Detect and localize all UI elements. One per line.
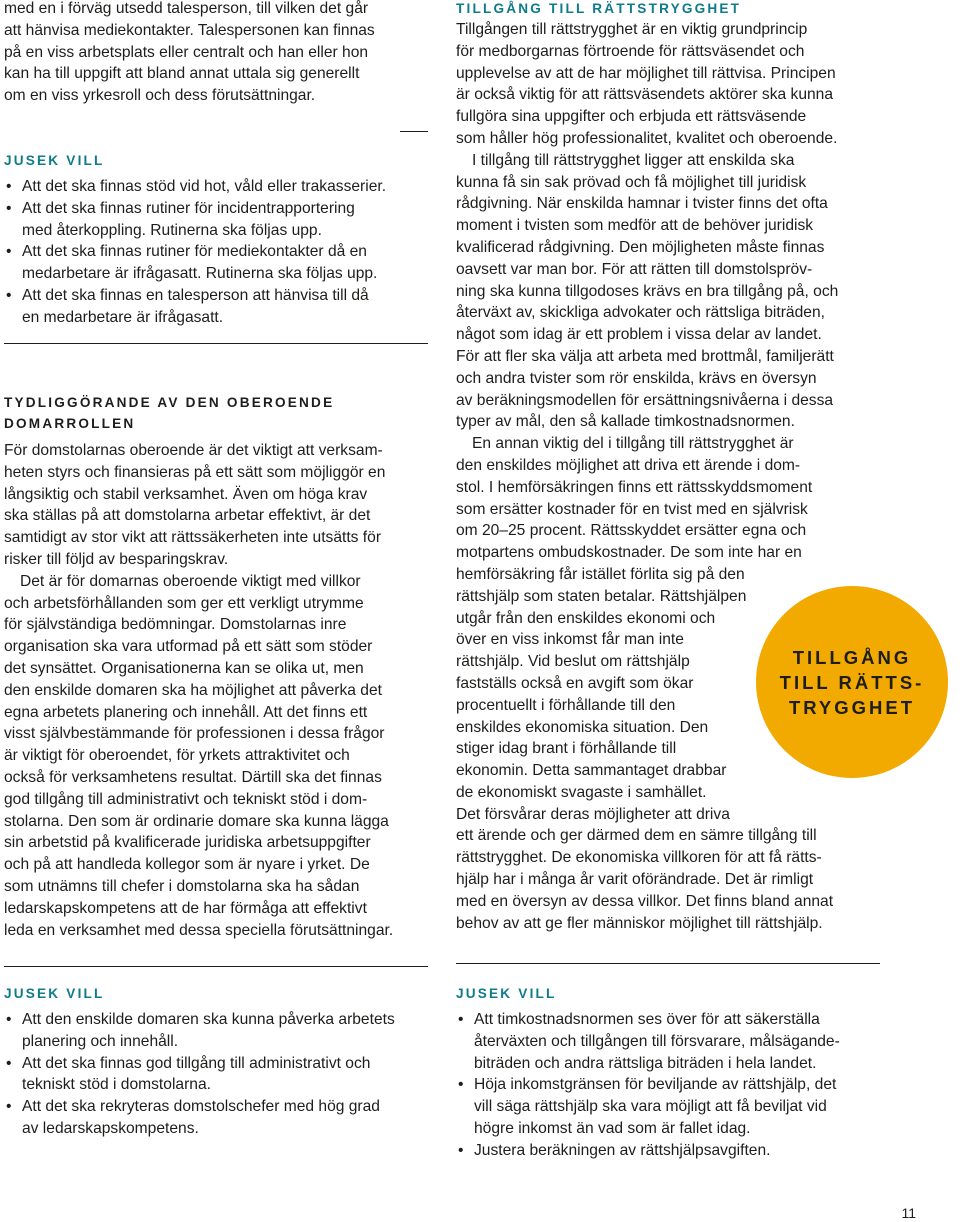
list-item: • Att det ska finnas en talesperson att hänvisa till då en medarbetare är ifrågasatt. — [4, 285, 434, 329]
section-heading-domarrollen: TYDLIGGÖRANDE AV DEN OBEROENDE DOMARROLLEN — [4, 395, 335, 431]
divider-bottom-left — [4, 966, 428, 967]
list-item: • Att det ska finnas rutiner för incidentrapportering med återkoppling. Rutinerna ska följas upp. — [4, 198, 434, 242]
domarrollen-section — [4, 392, 432, 941]
list-item: • Att det ska rekryteras domstolschefer med hög grad av ledarskapskompetens. — [4, 1096, 434, 1140]
rattstrygghet-paragraph-1: Tillgången till rättstrygghet är en viktig grundprincip för medborgarnas förtroende för rättsväsendet och upplevelse av att de har möjlighet till rättvisa. Principen är också viktig för att rättsväsendets aktörer ska kunna fullgöra sina uppgifter och erbjuda ett rättsväsende som håller hög professionalitet, kvalitet och oberoende. — [456, 21, 838, 147]
list-item: • Att det ska finnas stöd vid hot, våld eller trakasserier. — [4, 176, 434, 198]
list-item: • Att det ska finnas god tillgång till administrativt och tekniskt stöd i domstolarna. — [4, 1053, 434, 1097]
jusek-vill-heading-2: JUSEK VILL — [4, 986, 105, 1001]
jusek-vill-box-1 — [4, 150, 434, 329]
tillgang-badge — [756, 586, 948, 778]
rattstrygghet-section — [456, 0, 896, 934]
list-item: • Höja inkomstgränsen för beviljande av rättshjälp, det vill säga rättshjälp ska vara möjligt att få beviljat vid högre inkomst än vad som är fallet idag. — [456, 1074, 896, 1139]
list-item: • Att timkostnadsnormen ses över för att säkerställa återväxten och tillgången till försvarare, målsägande- biträden och andra rättsliga biträden i hela landet. — [456, 1009, 896, 1074]
jusek-vill-box-2 — [4, 983, 434, 1140]
section-heading-rattstrygghet: TILLGÅNG TILL RÄTTSTRYGGHET — [456, 1, 742, 16]
rattstrygghet-paragraph-2: I tillgång till rättstrygghet ligger att enskilda ska kunna få sin sak prövad och få möjlighet till juridisk rådgivning. När enskilda hamnar i tvister finns det ofta moment i tvisten som medför att de behöver juridisk kvalificerad rådgivning. Den möjligheten måste finnas oavsett var man bor. För att rätten till domstolspröv- ning ska kunna tillgodoses krävs en bra tillgång på, och återväxt av, skickliga advokater och rättsliga biträden, något som idag är ett problem i vissa delar av landet. För att fler ska välja att arbeta med brottmål, familjerätt och andra tvister som rör enskilda, krävs en översyn av beräkningsmodellen för ersättningsnivåerna i dessa typer av mål, den så kallade timkostnadsnormen. — [456, 151, 839, 431]
domarrollen-paragraph-2: Det är för domarnas oberoende viktigt med villkor och arbetsförhållanden som ger ett verkligt utrymme för självständiga bedömningar. Domstolarnas inre organisation ska vara utformad på ett sätt som stöder det synsättet. Organisationerna kan se olika ut, men den enskilde domaren ska ha möjlighet att påverka det egna arbetets planering och innehåll. Att det finns ett visst självbestämmande för professionen i dessa frågor är viktigt för oberoendet, för yrkets attraktivitet och också för verksamhetens resultat. Därtill ska det finnas god tillgång till administrativt och tekniskt stöd i dom- stolarna. Den som är ordinarie domare ska kunna lägga sin arbetstid på kvalificerade juridiska arbetsuppgifter och på att handleda kollegor som är nyare i yrket. De som utnämns till chefer i domstolarna ska ha sådan ledarskapskompetens att de har förmåga att effektivt leda en verksamhet med dessa speciella förutsättningar. — [4, 572, 394, 939]
jusek-vill-list-1 — [4, 176, 434, 329]
list-item: • Att den enskilde domaren ska kunna påverka arbetets planering och innehåll. — [4, 1009, 434, 1053]
jusek-vill-heading-3: JUSEK VILL — [456, 986, 557, 1001]
domarrollen-paragraph-1: För domstolarnas oberoende är det viktigt att verksam- heten styrs och finansieras på ett sätt som möjliggör en långsiktig och stabil verksamhet. Även om höga krav ska ställas på att domstolarna arbetar effektivt, är det samtidigt av stor vikt att rättssäkerheten inte utsätts för risker till följd av besparingskrav. — [4, 442, 386, 568]
divider-bottom-right — [456, 963, 880, 964]
list-item: • Justera beräkningen av rättshjälpsavgiften. — [456, 1140, 896, 1162]
divider-top-left — [400, 131, 428, 132]
left-column — [4, 0, 434, 107]
jusek-vill-list-2 — [4, 1009, 434, 1140]
jusek-vill-box-3 — [456, 983, 896, 1162]
list-item: • Att det ska finnas rutiner för mediekontakter då en medarbetare är ifrågasatt. Rutinerna ska följas upp. — [4, 241, 434, 285]
jusek-vill-heading-1: JUSEK VILL — [4, 153, 105, 168]
rattstrygghet-paragraph-3: En annan viktig del i tillgång till rättstrygghet är den enskildes möjlighet att driva ett ärende i dom- stol. I hemförsäkringen finns ett rättsskyddsmoment som ersätter kostnader för en tvist med en självrisk om 20–25 procent. Rättsskyddet ersätter egna och motpartens ombudskostnader. De som inte har en hemförsäkring får istället förlita sig på den rättshjälp som staten betalar. Rättshjälpen utgår från den enskildes ekonomi och över en viss inkomst får man inte rättshjälp. Vid beslut om rättshjälp fastställs också en avgift som ökar procentuellt i förhållande till den enskildes ekonomiska situation. Den stiger idag brant i förhållande till ekonomin. Detta sammantaget drabbar de ekonomiskt svagaste i samhället. Det försvårar deras möjligheter att driva ett ärende och ger därmed dem en sämre tillgång till rättstrygghet. De ekonomiska villkoren för att få rätts- hjälp har i många år varit oförändrade. Det är rimligt med en översyn av dessa villkor. Det finns bland annat behov av att ge fler människor möjlighet till rättshjälp. — [456, 435, 834, 932]
divider-left-mid — [4, 343, 428, 344]
page-number: 11 — [901, 1205, 916, 1221]
badge-text: TILLGÅNG TILL RÄTTS- TRYGGHET — [779, 646, 925, 718]
intro-paragraph: med en i förväg utsedd talesperson, till vilken det går att hänvisa mediekontakter. Talespersonen kan finnas på en viss arbetsplats eller centralt och han eller hon kan ha till uppgift att bland annat uttala sig generellt om en viss yrkesroll och dess förutsättningar. — [4, 0, 375, 105]
jusek-vill-list-3 — [456, 1009, 896, 1162]
